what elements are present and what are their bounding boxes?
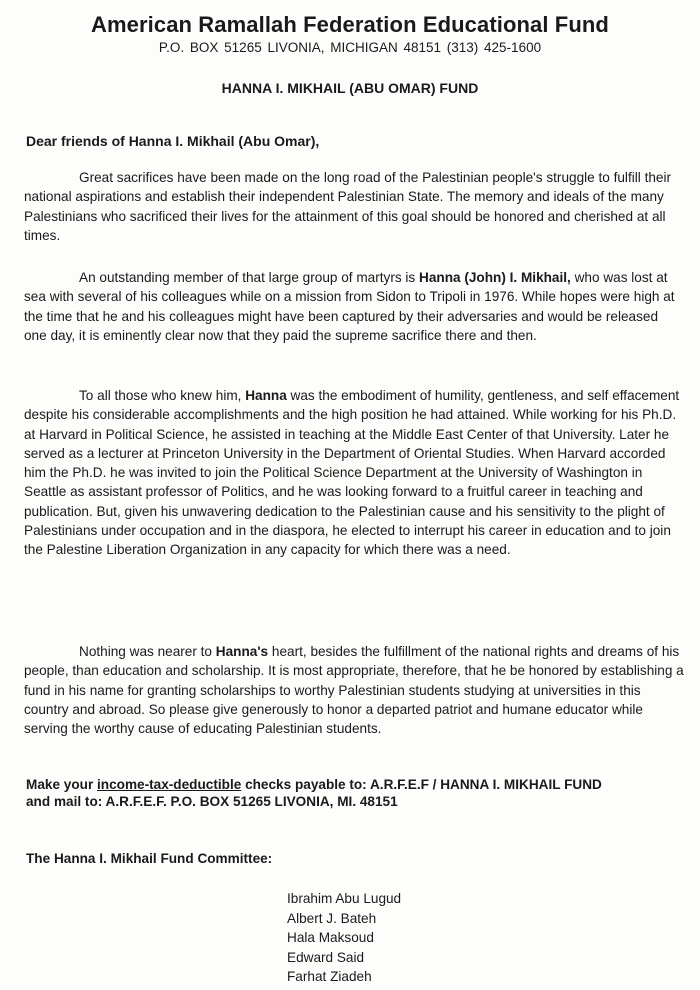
paragraph-biography-name: Hanna — [245, 388, 287, 403]
payment-payable-line — [26, 776, 676, 793]
paragraph-fund-appeal — [24, 642, 684, 738]
paragraph-martyr-text-a: An outstanding member of that large group of martyrs is — [79, 270, 420, 285]
committee-heading: The Hanna I. Mikhail Fund Committee: — [26, 851, 273, 866]
payment-instructions — [26, 776, 676, 810]
paragraph-sacrifices — [24, 168, 684, 245]
paragraph-biography-text-a: To all those who knew him, — [79, 388, 246, 403]
committee-member: Ibrahim Abu Lugud — [287, 891, 402, 906]
committee-member-list — [287, 889, 401, 987]
fund-title: HANNA I. MIKHAIL (ABU OMAR) FUND — [221, 80, 479, 96]
paragraph-fund-appeal-text-b: heart, besides the fulfillment of the national rights and dreams of his people, than education and scholarship. It is most appropriate, therefore, that he be honored by establishing a fund in his name for granting scholarships to worthy Palestinian students studying at universities in this country and abroad. So please give generously to honor a departed patriot and humane educator while serving the worthy cause of educating Palestinian students. — [24, 644, 684, 737]
mailing-address-line: and mail to: A.R.F.E.F. P.O. BOX 51265 LIVONIA, MI. 48151 — [26, 794, 398, 809]
committee-member: Albert J. Bateh — [287, 910, 377, 926]
paragraph-martyr-name: Hanna (John) I. Mikhail, — [419, 270, 571, 285]
salutation: Dear friends of Hanna I. Mikhail (Abu Omar), — [26, 133, 320, 149]
paragraph-martyr — [24, 268, 684, 345]
paragraph-fund-appeal-name: Hanna's — [215, 644, 269, 659]
paragraph-sacrifices-text: Great sacrifices have been made on the long road of the Palestinian people's struggle to fulfill their national aspirations and establish their independent Palestinian State. The memory and ideals of the many Palestinians who sacrificed their lives for the attainment of this goal should be honored and cherished at all times. — [24, 170, 672, 243]
payable-text-a: Make your — [26, 777, 98, 792]
paragraph-martyr-text-b: who was lost at sea with several of his colleagues while on a mission from Sidon to Tripoli in 1976. While hopes were high at the time that he and his colleagues might have been captured by their adversaries and would be released one day, it is eminently clear now that they paid the supreme sacrifice there and then. — [24, 270, 675, 343]
committee-member: Farhat Ziadeh — [287, 969, 372, 984]
committee-member: Hala Maksoud — [287, 930, 374, 945]
payable-text-b: checks payable to: A.R.F.E.F / HANNA I. MIKHAIL FUND — [241, 777, 602, 792]
paragraph-biography — [24, 386, 684, 560]
committee-member: Edward Said — [287, 949, 365, 965]
organization-title: American Ramallah Federation Educational Fund — [91, 12, 609, 37]
organization-address: P.O. BOX 51265 LIVONIA, MICHIGAN 48151 (313) 425-1600 — [158, 40, 542, 55]
tax-deductible-label: income-tax-deductible — [97, 777, 242, 792]
paragraph-biography-text-b: was the embodiment of humility, gentleness, and self effacement despite his considerable accomplishments and the high position he had attained. While working for his Ph.D. at Harvard in Political Science, he assisted in teaching at the Middle East Center of that University. Later he served as a lecturer at Princeton University in the Department of Oriental Studies. When Harvard accorded him the Ph.D. he was invited to join the Political Science Department at the University of Washington in Seattle as assistant professor of Politics, and he was looking forward to a fruitful career in teaching and publication. But, given his unwavering dedication to the Palestinian cause and his sensitivity to the plight of Palestinians under occupation and in the diaspora, he elected to interrupt his career in education and to join the Palestine Liberation Organization in any capacity for which there was a need. — [24, 388, 680, 558]
paragraph-fund-appeal-text-a: Nothing was nearer to — [79, 644, 216, 659]
